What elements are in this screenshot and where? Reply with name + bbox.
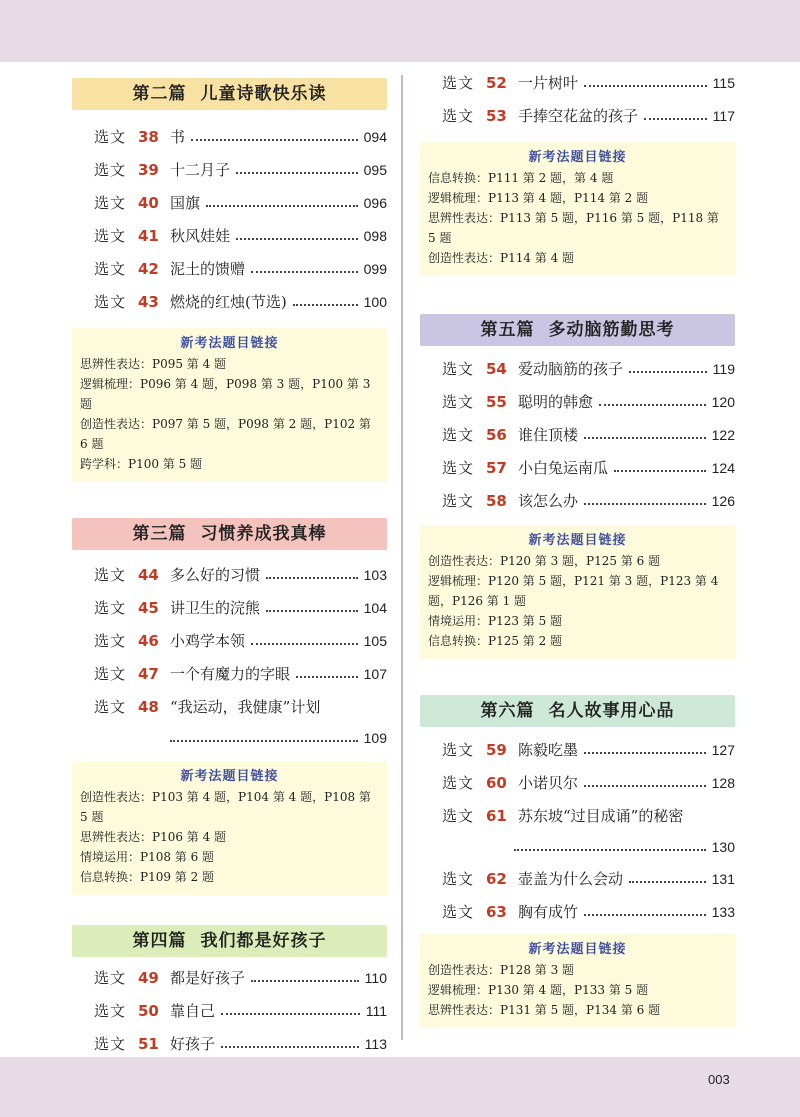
entry-number: 43 xyxy=(138,292,159,311)
leader-dots xyxy=(644,118,707,120)
toc-entry[interactable] xyxy=(442,799,735,832)
entry-number: 63 xyxy=(486,902,507,921)
toc-entry[interactable] xyxy=(94,285,387,318)
entry-title: 爱动脑筋的孩子 xyxy=(518,360,624,378)
entry-number: 44 xyxy=(138,565,159,584)
entry-page: 130 xyxy=(711,839,735,855)
links-line[interactable]: 思辨性表达：P131 第 5 题，P134 第 6 题 xyxy=(428,1003,661,1017)
entry-label: 选文 xyxy=(94,599,127,617)
toc-entry[interactable] xyxy=(94,153,387,186)
entry-number: 50 xyxy=(138,1001,159,1020)
question-links-box-part2 xyxy=(72,328,387,482)
leader-dots xyxy=(629,371,707,373)
banner-title: 多动脑筋勤思考 xyxy=(548,320,675,340)
leader-dots xyxy=(170,740,358,742)
entry-label: 选文 xyxy=(442,393,475,411)
entry-number: 39 xyxy=(138,160,159,179)
toc-list-part3 xyxy=(72,558,387,753)
entry-label: 选文 xyxy=(94,161,127,179)
links-line[interactable]: 逻辑梳理：P130 第 4 题，P133 第 5 题 xyxy=(428,983,649,997)
entry-title: 讲卫生的浣熊 xyxy=(170,599,261,617)
toc-entry[interactable] xyxy=(94,961,387,994)
leader-dots xyxy=(251,271,358,273)
toc-entry[interactable] xyxy=(442,733,735,766)
question-links-box-part6 xyxy=(420,934,735,1028)
leader-dots xyxy=(191,139,358,141)
entry-number: 38 xyxy=(138,127,159,146)
leader-dots xyxy=(584,785,706,787)
banner-part-label: 第三篇 xyxy=(132,524,187,544)
entry-number: 46 xyxy=(138,631,159,650)
entry-page: 107 xyxy=(363,665,387,682)
entry-number: 53 xyxy=(486,106,507,125)
entry-title: 燃烧的红烛(节选) xyxy=(170,293,287,311)
toc-entry[interactable] xyxy=(442,352,735,385)
leader-dots xyxy=(584,85,707,87)
entry-title: 十二月子 xyxy=(170,161,231,179)
entry-label: 选文 xyxy=(94,1035,127,1053)
entry-page: 120 xyxy=(711,393,735,410)
banner-part-label: 第五篇 xyxy=(480,320,535,340)
entry-page: 115 xyxy=(712,74,735,91)
toc-list-part2 xyxy=(72,120,387,318)
entry-label: 选文 xyxy=(442,459,475,477)
links-line[interactable]: 信息转换：P111 第 2 题，第 4 题 xyxy=(428,171,614,185)
entry-label: 选文 xyxy=(94,1002,127,1020)
entry-title: 手捧空花盆的孩子 xyxy=(518,107,639,125)
entry-number: 55 xyxy=(486,392,507,411)
leader-dots xyxy=(206,205,358,207)
banner-part-label: 第四篇 xyxy=(132,931,187,951)
left-column xyxy=(72,78,387,1060)
links-line[interactable]: 情境运用：P123 第 5 题 xyxy=(428,614,563,628)
entry-title: 聪明的韩愈 xyxy=(518,393,594,411)
toc-entry[interactable] xyxy=(94,219,387,252)
links-line[interactable]: 创造性表达：P114 第 4 题 xyxy=(428,251,575,265)
entry-title: 泥土的馈赠 xyxy=(170,260,246,278)
entry-page: 096 xyxy=(363,194,387,211)
entry-title: 国旗 xyxy=(170,194,201,212)
links-line[interactable]: 信息转换：P109 第 2 题 xyxy=(80,870,215,884)
entry-number: 56 xyxy=(486,425,507,444)
question-links-box-part3 xyxy=(72,761,387,895)
banner-title: 儿童诗歌快乐读 xyxy=(200,84,327,104)
entry-page: 095 xyxy=(363,161,387,178)
entry-page: 098 xyxy=(363,227,387,244)
leader-dots xyxy=(584,914,706,916)
top-frame-band xyxy=(0,0,800,62)
entry-title: 一片树叶 xyxy=(518,74,579,92)
entry-page: 128 xyxy=(711,774,735,791)
leader-dots xyxy=(514,849,706,851)
links-line[interactable]: 情境运用：P108 第 6 题 xyxy=(80,850,215,864)
toc-entry[interactable] xyxy=(94,1027,387,1060)
toc-entry[interactable] xyxy=(442,451,735,484)
links-line[interactable]: 创造性表达：P120 第 3 题，P125 第 6 题 xyxy=(428,554,661,568)
entry-number: 45 xyxy=(138,598,159,617)
links-line[interactable]: 创造性表达：P103 第 4 题，P104 第 4 题，P108 第 5 题 xyxy=(80,790,371,824)
banner-part-label: 第二篇 xyxy=(132,84,187,104)
toc-entry[interactable] xyxy=(442,766,735,799)
toc-entry[interactable] xyxy=(442,418,735,451)
entry-page: 111 xyxy=(365,1002,387,1019)
leader-dots xyxy=(236,172,358,174)
section-banner-part3[interactable] xyxy=(72,518,387,550)
links-line[interactable]: 信息转换：P125 第 2 题 xyxy=(428,634,563,648)
toc-entry[interactable] xyxy=(442,484,735,517)
toc-list-part4 xyxy=(72,961,387,1060)
entry-label: 选文 xyxy=(94,969,127,987)
entry-number: 42 xyxy=(138,259,159,278)
entry-label: 选文 xyxy=(442,426,475,444)
entry-page: 094 xyxy=(363,128,387,145)
entry-title: 谁住顶楼 xyxy=(518,426,579,444)
toc-entry[interactable] xyxy=(94,657,387,690)
leader-dots xyxy=(251,643,358,645)
entry-number: 40 xyxy=(138,193,159,212)
links-box-title: 新考法题目链接 xyxy=(180,336,279,351)
banner-title: 我们都是好孩子 xyxy=(200,931,327,951)
leader-dots xyxy=(614,470,706,472)
banner-part-label: 第六篇 xyxy=(480,701,535,721)
entry-page: 117 xyxy=(712,107,735,124)
entry-page: 131 xyxy=(711,870,735,887)
links-box-title: 新考法题目链接 xyxy=(528,942,627,957)
toc-entry[interactable] xyxy=(94,558,387,591)
entry-label: 选文 xyxy=(442,903,475,921)
entry-label: 选文 xyxy=(442,492,475,510)
entry-number: 61 xyxy=(486,806,507,825)
entry-title: 好孩子 xyxy=(170,1035,216,1053)
entry-title: 胸有成竹 xyxy=(518,903,579,921)
entry-title: 该怎么办 xyxy=(518,492,579,510)
toc-entry-continuation[interactable] xyxy=(170,723,387,753)
links-line[interactable]: 思辨性表达：P113 第 5 题，P116 第 5 题，P118 第 5 题 xyxy=(428,211,719,245)
toc-entry[interactable] xyxy=(442,862,735,895)
links-line[interactable]: 创造性表达：P097 第 5 题，P098 第 2 题，P102 第 6 题 xyxy=(80,417,371,451)
entry-number: 60 xyxy=(486,773,507,792)
entry-page: 122 xyxy=(711,426,735,443)
toc-entry[interactable] xyxy=(94,120,387,153)
toc-list-part5 xyxy=(420,352,735,517)
entry-label: 选文 xyxy=(94,194,127,212)
entry-page: 119 xyxy=(712,360,735,377)
entry-label: 选文 xyxy=(94,293,127,311)
entry-label: 选文 xyxy=(94,665,127,683)
toc-entry[interactable] xyxy=(94,994,387,1027)
leader-dots xyxy=(251,980,359,982)
bottom-frame-band xyxy=(0,1057,800,1117)
section-banner-part5[interactable] xyxy=(420,314,735,346)
entry-page: 104 xyxy=(363,599,387,616)
entry-number: 48 xyxy=(138,697,159,716)
toc-entry[interactable] xyxy=(94,186,387,219)
leader-dots xyxy=(584,752,706,754)
leader-dots xyxy=(296,676,358,678)
entry-label: 选文 xyxy=(94,632,127,650)
entry-title: 陈毅吃墨 xyxy=(518,741,579,759)
toc-entry[interactable] xyxy=(442,99,735,132)
toc-list-part6 xyxy=(420,733,735,928)
entry-label: 选文 xyxy=(94,566,127,584)
entry-number: 57 xyxy=(486,458,507,477)
entry-title: 小诺贝尔 xyxy=(518,774,579,792)
entry-label: 选文 xyxy=(442,870,475,888)
entry-page: 113 xyxy=(364,1035,387,1052)
entry-label: 选文 xyxy=(442,774,475,792)
entry-page: 099 xyxy=(363,260,387,277)
links-line[interactable]: 跨学科：P100 第 5 题 xyxy=(80,457,203,471)
right-column xyxy=(420,66,735,1028)
links-box-title: 新考法题目链接 xyxy=(528,533,627,548)
leader-dots xyxy=(236,238,358,240)
entry-number: 62 xyxy=(486,869,507,888)
toc-entry[interactable] xyxy=(94,690,387,723)
links-box-title: 新考法题目链接 xyxy=(180,769,279,784)
leader-dots xyxy=(221,1013,360,1015)
entry-page: 103 xyxy=(363,566,387,583)
links-line[interactable]: 逻辑梳理：P113 第 4 题，P114 第 2 题 xyxy=(428,191,649,205)
banner-title: 名人故事用心品 xyxy=(548,701,675,721)
section-banner-part4[interactable] xyxy=(72,925,387,957)
leader-dots xyxy=(266,577,358,579)
entry-page: 100 xyxy=(363,293,387,310)
toc-list-part4-continued xyxy=(420,66,735,132)
toc-entry[interactable] xyxy=(442,385,735,418)
entry-page: 109 xyxy=(363,730,387,746)
entry-title: 秋风娃娃 xyxy=(170,227,231,245)
entry-number: 51 xyxy=(138,1034,159,1053)
leader-dots xyxy=(584,503,706,505)
links-line[interactable]: 逻辑梳理：P096 第 4 题，P098 第 3 题，P100 第 3 题 xyxy=(80,377,371,411)
leader-dots xyxy=(293,304,358,306)
entry-title: 多么好的习惯 xyxy=(170,566,261,584)
leader-dots xyxy=(221,1046,359,1048)
entry-title: 小白兔运南瓜 xyxy=(518,459,609,477)
leader-dots xyxy=(266,610,358,612)
entry-label: 选文 xyxy=(442,741,475,759)
entry-label: 选文 xyxy=(442,107,475,125)
entry-title: 一个有魔力的字眼 xyxy=(170,665,291,683)
entry-page: 105 xyxy=(363,632,387,649)
links-box-title: 新考法题目链接 xyxy=(528,150,627,165)
entry-title: 小鸡学本领 xyxy=(170,632,246,650)
entry-title: 苏东坡“过目成诵”的秘密 xyxy=(518,807,684,825)
entry-label: 选文 xyxy=(442,360,475,378)
toc-entry-continuation[interactable] xyxy=(514,832,735,862)
links-line[interactable]: 逻辑梳理：P120 第 5 题，P121 第 3 题，P123 第 4 题，P126 第 1 题 xyxy=(428,574,719,608)
question-links-box-part5 xyxy=(420,525,735,659)
links-line[interactable]: 创造性表达：P128 第 3 题 xyxy=(428,963,575,977)
entry-number: 47 xyxy=(138,664,159,683)
entry-number: 59 xyxy=(486,740,507,759)
entry-page: 127 xyxy=(711,741,735,758)
entry-label: 选文 xyxy=(442,807,475,825)
entry-number: 49 xyxy=(138,968,159,987)
links-line[interactable]: 思辨性表达：P106 第 4 题 xyxy=(80,830,227,844)
section-banner-part2[interactable] xyxy=(72,78,387,110)
page-number: 003 xyxy=(708,1072,730,1087)
leader-dots xyxy=(599,404,706,406)
leader-dots xyxy=(584,437,706,439)
entry-label: 选文 xyxy=(94,128,127,146)
section-banner-part6[interactable] xyxy=(420,695,735,727)
entry-number: 54 xyxy=(486,359,507,378)
entry-label: 选文 xyxy=(94,227,127,245)
entry-label: 选文 xyxy=(442,74,475,92)
entry-label: 选文 xyxy=(94,260,127,278)
toc-entry[interactable] xyxy=(94,591,387,624)
banner-title: 习惯养成我真棒 xyxy=(200,524,327,544)
entry-label: 选文 xyxy=(94,698,127,716)
entry-number: 52 xyxy=(486,73,507,92)
entry-number: 58 xyxy=(486,491,507,510)
entry-title: 书 xyxy=(170,128,186,146)
entry-title: “我运动，我健康”计划 xyxy=(170,698,321,716)
entry-page: 110 xyxy=(364,969,387,986)
entry-number: 41 xyxy=(138,226,159,245)
entry-page: 124 xyxy=(711,459,735,476)
toc-entry[interactable] xyxy=(94,624,387,657)
entry-page: 133 xyxy=(711,903,735,920)
entry-title: 靠自己 xyxy=(170,1002,216,1020)
toc-entry[interactable] xyxy=(442,895,735,928)
links-line[interactable]: 思辨性表达：P095 第 4 题 xyxy=(80,357,227,371)
entry-page: 126 xyxy=(711,492,735,509)
leader-dots xyxy=(629,881,706,883)
question-links-box-part4 xyxy=(420,142,735,276)
toc-entry[interactable] xyxy=(94,252,387,285)
toc-entry[interactable] xyxy=(442,66,735,99)
entry-title: 都是好孩子 xyxy=(170,969,246,987)
column-divider xyxy=(401,75,403,1040)
entry-title: 壶盖为什么会动 xyxy=(518,870,624,888)
